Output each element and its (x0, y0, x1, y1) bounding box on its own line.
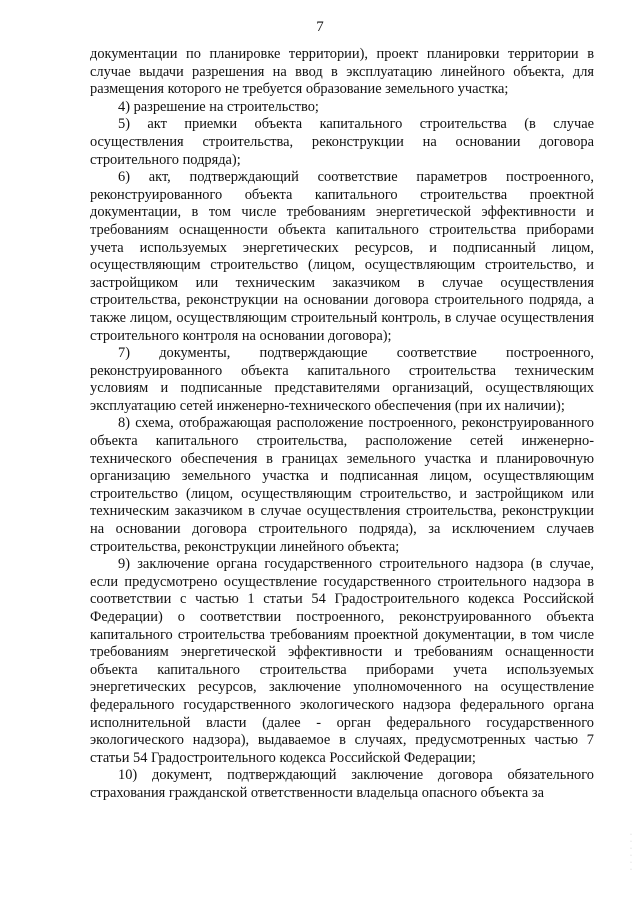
paragraph-continuation: документации по планировке территории), проект планировки территории в случае выдачи разрешения на ввод в эксплуатацию линейного объекта, для размещения которого не требуется образование земельного участка; (90, 46, 594, 98)
paragraph-item-7: 7) документы, подтверждающие соответствие построенного, реконструированного объекта капитального строительства техническим условиям и подписанные представителями организаций, осуществляющих эксплуатацию сетей инженерно-технического обеспечения (при их наличии); (90, 345, 594, 414)
paragraph-item-10: 10) документ, подтверждающий заключение договора обязательного страхования гражданской ответственности владельца опасного объекта за (90, 767, 594, 801)
paragraph-item-6: 6) акт, подтверждающий соответствие параметров построенного, реконструированного объекта капитального строительства проектной документации, в том числе требованиям энергетической эффективности и требованиям оснащенности объекта капитального строительства приборами учета используемых энергетических ресурсов, и подписанный лицом, осуществляющим строительство (лицом, осуществляющим строительство, и застройщиком или техническим заказчиком в случае осуществления строительства, реконструкции на основании договора строительного подряда, а также лицом, осуществляющим строительный контроль, в случае осуществления строительного контроля на основании договора); (90, 169, 594, 344)
paragraph-item-9: 9) заключение органа государственного строительного надзора (в случае, если предусмотрено осуществление государственного строительного надзора в соответствии с частью 1 статьи 54 Градостроительного кодекса Российской Федерации) о соответствии построенного, реконструированного объекта капитального строительства требованиям проектной документации, в том числе требованиям энергетической эффективности и требованиям оснащенности объекта капитального строительства приборами учета используемых энергетических ресурсов, заключение уполномоченного на осуществление федерального государственного экологического надзора федерального органа исполнительной власти (далее - орган федерального государственного экологического надзора), выдаваемое в случаях, предусмотренных частью 7 статьи 54 Градостроительного кодекса Российской Федерации; (90, 556, 594, 766)
document-body (90, 46, 594, 803)
paragraph-item-8: 8) схема, отображающая расположение построенного, реконструированного объекта капитального строительства, расположение сетей инженерно-технического обеспечения в границах земельного участка и планировочную организацию земельного участка и подписанная лицом, осуществляющим строительство (лицом, осуществляющим строительство, и застройщиком или техническим заказчиком в случае осуществления строительства, реконструкции на основании договора строительного подряда), за исключением случаев строительства, реконструкции линейного объекта; (90, 415, 594, 555)
scan-margin-marks: · · · · · · (630, 832, 632, 873)
paragraph-item-5: 5) акт приемки объекта капитального строительства (в случае осуществления строительства, реконструкции на основании договора строительного подряда); (90, 116, 594, 168)
paragraph-item-4: 4) разрешение на строительство; (118, 98, 319, 115)
page-number: 7 (316, 19, 324, 35)
